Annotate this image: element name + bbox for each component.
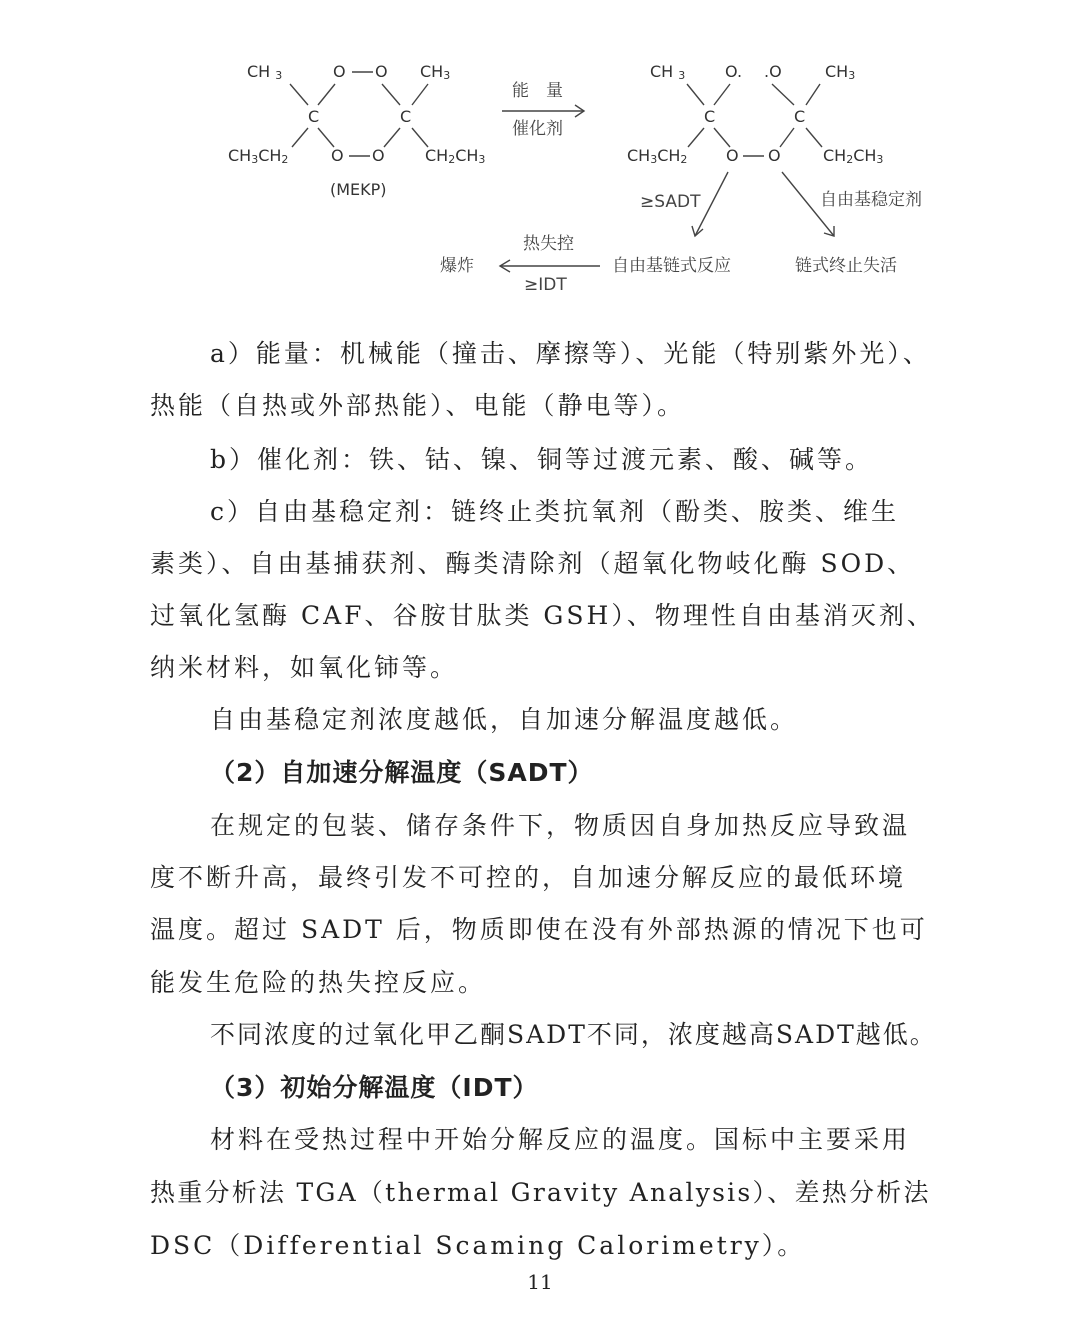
bond <box>412 84 428 105</box>
bond <box>382 84 400 105</box>
mekp-o-bottom-left: O <box>331 146 344 165</box>
text-line: 材料在受热过程中开始分解反应的温度。国标中主要采用 <box>210 1125 911 1154</box>
text-line: 素类）、自由基捕获剂、酶类清除剂（超氧化物岐化酶 SOD、 <box>150 549 916 578</box>
text-line: c）自由基稳定剂：链终止类抗氧剂（酚类、胺类、维生 <box>210 497 900 526</box>
radical-o-right: .O <box>764 62 782 81</box>
bond <box>806 128 822 147</box>
bond <box>318 128 334 147</box>
radical-o-bottom-left: O <box>726 146 739 165</box>
radical-ch3ch2: $CH_3CH_2$ <box>627 146 688 166</box>
bond <box>290 84 308 105</box>
mekp-o-top-left: O <box>333 62 346 81</box>
text-line: 热能（自热或外部热能）、电能（静电等）。 <box>150 391 686 420</box>
text-line: 纳米材料，如氧化铈等。 <box>150 653 459 682</box>
arrow-energy-label: 能 量 <box>512 81 563 101</box>
text-line: 温度。超过 SADT 后，物质即使在没有外部热源的情况下也可 <box>150 915 928 944</box>
radical-ch3-right: $CH_3$ <box>825 62 856 82</box>
chain-termination-label: 链式终止失活 <box>795 256 897 276</box>
stabilizer-label: 自由基稳定剂 <box>820 190 922 210</box>
mekp-ch2ch3: $CH_2CH_3$ <box>425 146 486 166</box>
text-line: 热重分析法 TGA（thermal Gravity Analysis）、差热分析法 <box>150 1178 931 1207</box>
radical-o-bottom-right: O <box>768 146 781 165</box>
bond <box>384 128 400 147</box>
bond <box>687 84 704 105</box>
bond <box>688 128 704 147</box>
thermal-runaway-label: 热失控 <box>523 234 574 254</box>
text-line: 度不断升高，最终引发不可控的，自加速分解反应的最低环境 <box>150 863 907 892</box>
mekp-label: (MEKP) <box>330 180 387 199</box>
page-number: 11 <box>527 1270 553 1294</box>
radical-ch2ch3: $CH_2CH_3$ <box>823 146 884 166</box>
mekp-ch3ch2: $CH_3CH_2$ <box>228 146 289 166</box>
text-line: 在规定的包装、储存条件下，物质因自身加热反应导致温 <box>210 811 911 840</box>
radical-o-left: O. <box>725 62 743 81</box>
text-line: 自由基稳定剂浓度越低，自加速分解温度越低。 <box>210 705 799 734</box>
idt-condition-label: ≥IDT <box>524 275 567 295</box>
reaction-diagram <box>0 0 1080 310</box>
radical-c-left: C <box>704 107 716 126</box>
mekp-c-left: C <box>308 107 320 126</box>
diagram-bonds <box>0 0 1080 310</box>
text-line: b）催化剂：铁、钴、镍、铜等过渡元素、酸、碱等。 <box>210 445 874 474</box>
text-line: DSC（Differential Scaming Calorimetry）。 <box>150 1231 806 1260</box>
radical-c-right: C <box>794 107 806 126</box>
bond <box>318 84 335 105</box>
bond <box>806 84 820 105</box>
arrow-catalyst-label: 催化剂 <box>512 119 563 139</box>
sadt-condition-label: ≥SADT <box>640 192 701 212</box>
text-line: a）能量：机械能（撞击、摩擦等）、光能（特别紫外光）、 <box>210 339 931 368</box>
bond <box>714 128 730 147</box>
bond <box>292 128 308 147</box>
bond <box>714 84 730 105</box>
mekp-o-bottom-right: O <box>372 146 385 165</box>
bond <box>412 128 428 147</box>
section-heading-idt: （3）初始分解温度（IDT） <box>210 1073 539 1102</box>
text-line: 过氧化氢酶 CAF、谷胺甘肽类 GSH）、物理性自由基消灭剂、 <box>150 601 935 630</box>
mekp-ch3-left: CH $_3$ <box>247 62 283 82</box>
radical-ch3-left: CH $_3$ <box>650 62 686 82</box>
section-heading-sadt: （2）自加速分解温度（SADT） <box>210 758 594 787</box>
chain-reaction-label: 自由基链式反应 <box>612 256 731 276</box>
explosion-label: 爆炸 <box>440 256 474 276</box>
mekp-o-top-right: O <box>375 62 388 81</box>
mekp-ch3-right: $CH_3$ <box>420 62 451 82</box>
bond <box>772 84 794 105</box>
text-line: 能发生危险的热失控反应。 <box>150 968 487 997</box>
mekp-c-right: C <box>400 107 412 126</box>
bond <box>780 128 794 147</box>
text-line: 不同浓度的过氧化甲乙酮SADT不同，浓度越高SADT越低。 <box>210 1020 937 1049</box>
